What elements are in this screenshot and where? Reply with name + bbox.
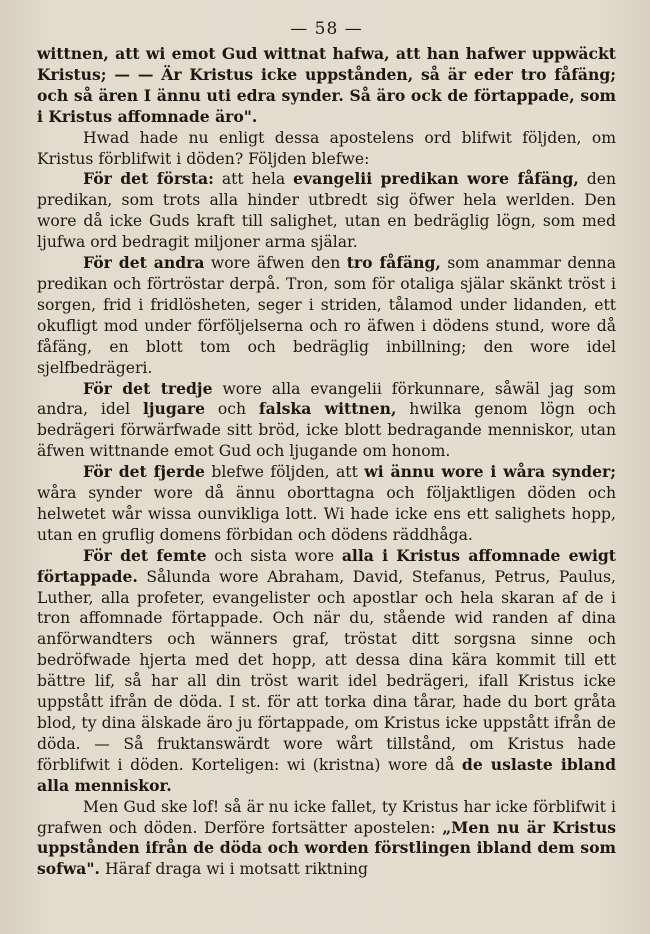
paragraph <box>37 797 616 881</box>
emphasis-text: För det första: <box>83 169 214 189</box>
text-run: Hwad hade nu enligt dessa apostelens ord blifwit följden, om Kristus förblifwit i döden? Följden blefwe: <box>37 128 616 168</box>
text-run: den predikan, som trots alla hinder utbredt sig öfwer hela werlden. Den wore då icke Guds kraft till salighet, utan en bedräglig lögn, som med ljufwa ord bedragit miljoner arma själar. <box>37 170 616 252</box>
emphasis-text: För det fjerde <box>83 462 205 482</box>
text-run: wore äfwen den <box>204 254 347 273</box>
text-run: och sista wore <box>206 546 342 565</box>
emphasis-text: evangelii predikan wore fåfäng, <box>293 169 579 189</box>
body-text <box>37 44 616 880</box>
text-run: att hela <box>213 170 294 189</box>
text-run: Häraf draga wi i motsatt riktning <box>99 860 368 879</box>
emphasis-text: wi ännu wore i wåra synder; <box>364 462 616 482</box>
emphasis-text: tro fåfäng, <box>346 253 441 273</box>
text-run: hwilka genom lögn och bedrägeri förwärfwade sitt bröd, icke blott bedragande menniskor, utan äfwen wittnande emot Gud och ljugande om honom. <box>37 400 616 461</box>
emphasis-text: För det tredje <box>83 378 213 398</box>
text-run: och <box>205 400 259 419</box>
text-run: Men Gud ske lof! så är nu icke fallet, ty Kristus har icke förblifwit i grafwen och döden. Derföre fortsätter apostelen: <box>37 797 616 837</box>
page-number: — 58 — <box>290 19 363 39</box>
paragraph <box>37 546 616 797</box>
text-run: som anammar denna predikan och förtröstar derpå. Tron, som för otaliga själar skänkt tröst i sorgen, frid i fridlösheten, seger i striden, tålamod under lidanden, ett okufligt mod under förföljelserna och ro äfwen i dödens stund, wore då fåfäng, en blott tom och bedräglig inbillning; den wore idel sjelfbedrägeri. <box>37 254 616 377</box>
paragraph <box>37 462 616 546</box>
text-run: Sålunda wore Abraham, David, Stefanus, Petrus, Paulus, Luther, alla profeter, evangelister och apostlar och hela skaran af de i tron affomnade förtappade. Och när du, stående wid randen af dina anförwandters och wänners graf, tröstat ditt sorgsna sinne och bedröfwade hjerta med det hopp, att dessa dina kära kommit till ett bättre lif, så har all din tröst warit idel bedrägeri, ifall Kristus icke uppstått ifrån de döda. I st. för att torka dina tårar, hade du bort gråta blod, ty dina älskade äro ju förtappade, om Kristus icke uppstått ifrån de döda. — Så fruktanswärdt wore wårt tillstånd, om Kristus hade förblifwit i döden. Korteligen: wi (kristna) wore då <box>37 567 616 774</box>
paragraph <box>37 169 616 253</box>
paragraph <box>37 253 616 378</box>
emphasis-text: För det andra <box>83 253 205 273</box>
emphasis-text: falska wittnen, <box>258 399 397 419</box>
emphasis-text: „Men nu är Kristus uppstånden ifrån de döda och worden förstlingen ibland dem som sofwa". <box>37 817 617 879</box>
paragraph <box>37 44 616 128</box>
paragraph <box>37 379 616 463</box>
text-run: blefwe följden, att <box>204 463 365 482</box>
text-run: wore alla evangelii förkunnare, såwäl jag som andra, idel <box>37 379 616 419</box>
emphasis-text: För det femte <box>83 545 207 565</box>
emphasis-text: wittnen, att wi emot Gud wittnat hafwa, att han hafwer uppwäckt Kristus; — — Är Kristus icke uppstånden, så är eder tro fåfäng; och så ären I ännu uti edra synder. Så äro ock de förtappade, som i Kristus affomnade äro". <box>37 44 616 126</box>
emphasis-text: ljugare <box>142 399 205 419</box>
emphasis-text: de uslaste ibland alla menniskor. <box>37 754 616 795</box>
text-run: wåra synder wore då ännu oborttagna och följaktligen döden och helwetet wår wissa ounvikliga lott. Wi hade icke ens ett salighets hopp, utan en gruflig domens förbidan och dödens räddhåga. <box>37 484 616 544</box>
emphasis-text: alla i Kristus affomnade ewigt förtappade. <box>37 545 617 586</box>
paragraph <box>37 128 616 170</box>
